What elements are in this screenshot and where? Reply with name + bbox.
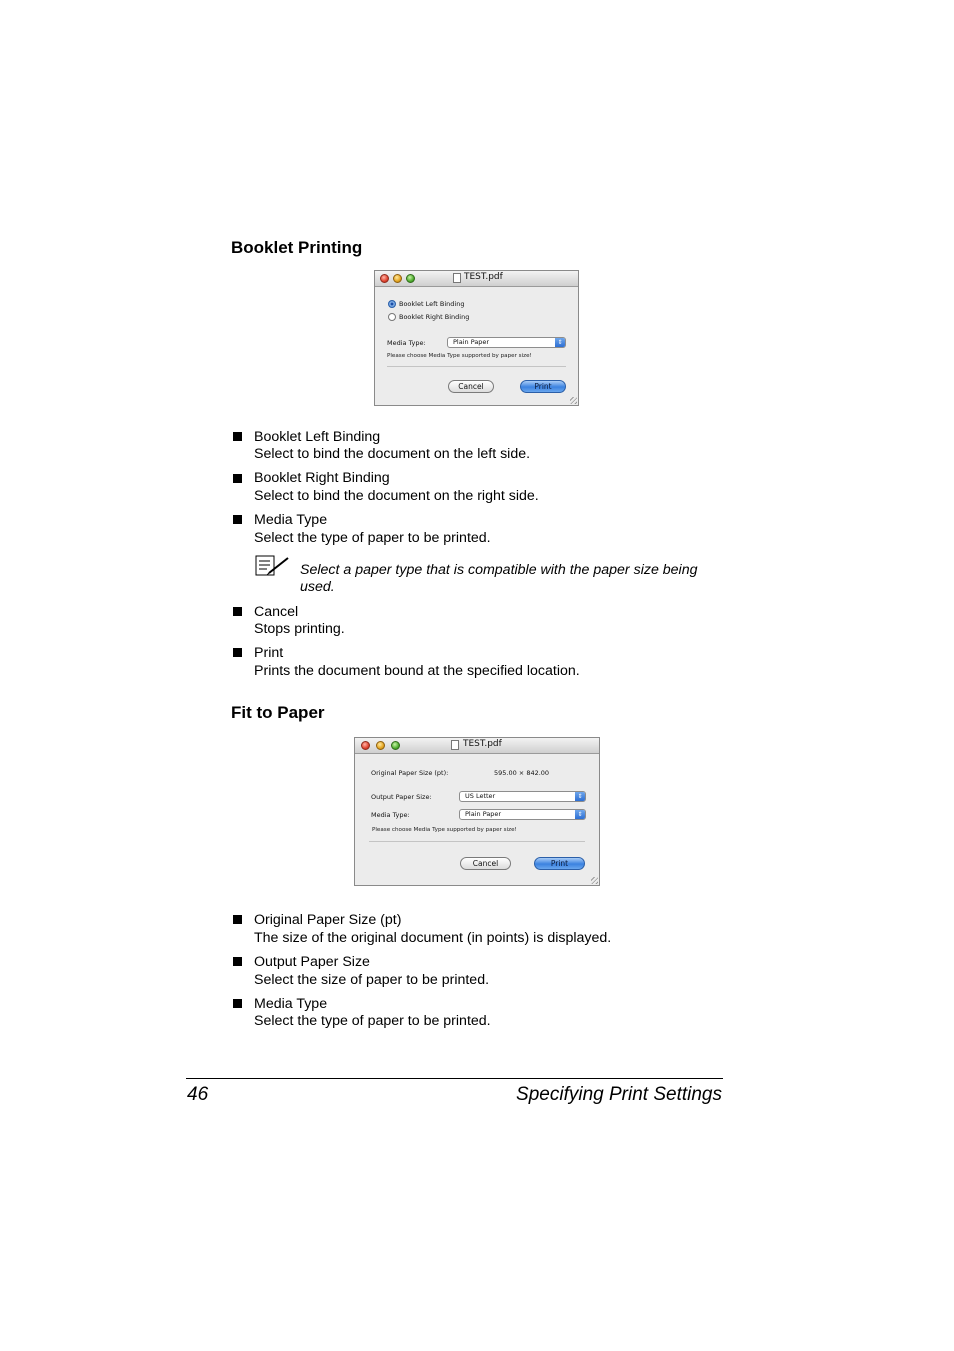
item-media-type-desc: Select the type of paper to be printed. — [254, 1013, 491, 1029]
resize-grip-icon — [591, 877, 598, 884]
media-type-hint: Please choose Media Type supported by paper size! — [372, 827, 517, 833]
output-paper-size-select — [459, 791, 586, 802]
item-cancel-title: Cancel — [254, 604, 299, 620]
item-original-size-title: Original Paper Size (pt) — [254, 912, 402, 928]
select-arrows-icon: ⇕ — [555, 338, 565, 347]
zoom-window-icon — [406, 274, 415, 283]
media-type-label: Media Type: — [387, 339, 426, 347]
bullet-icon — [233, 957, 242, 966]
dialog-titlebar — [375, 271, 578, 287]
fit-to-paper-dialog-screenshot — [354, 737, 600, 886]
bullet-icon — [233, 607, 242, 616]
pdf-document-icon — [451, 740, 459, 750]
minimize-window-icon — [393, 274, 402, 283]
chapter-title: Specifying Print Settings — [516, 1084, 722, 1105]
note-text-line2: used. — [300, 579, 335, 595]
dialog-separator — [387, 366, 566, 367]
output-paper-size-value: US Letter — [465, 792, 496, 800]
bullet-icon — [233, 432, 242, 441]
dialog-separator — [369, 841, 585, 842]
dialog-title: TEST.pdf — [463, 739, 502, 749]
close-window-icon — [361, 741, 370, 750]
output-paper-size-label: Output Paper Size: — [371, 793, 432, 801]
item-print-title: Print — [254, 645, 284, 661]
item-cancel-desc: Stops printing. — [254, 621, 345, 637]
item-output-size-desc: Select the size of paper to be printed. — [254, 972, 490, 988]
close-window-icon — [380, 274, 389, 283]
item-original-size-desc: The size of the original document (in points) is displayed. — [254, 930, 612, 946]
bullet-icon — [233, 474, 242, 483]
zoom-window-icon — [391, 741, 400, 750]
booklet-left-binding-label: Booklet Left Binding — [399, 300, 465, 308]
media-type-value: Plain Paper — [453, 338, 490, 346]
dialog-titlebar — [355, 738, 599, 754]
select-arrows-icon: ⇕ — [575, 810, 585, 819]
page-number: 46 — [187, 1084, 209, 1105]
cancel-button: Cancel — [460, 857, 511, 870]
media-type-label: Media Type: — [371, 811, 410, 819]
item-booklet-right-desc: Select to bind the document on the right side. — [254, 488, 539, 504]
booklet-right-binding-radio — [388, 313, 396, 321]
media-type-select — [459, 809, 586, 820]
footer-rule — [186, 1078, 723, 1079]
bullet-icon — [233, 915, 242, 924]
item-media-type-title: Media Type — [254, 996, 328, 1012]
item-media-type-title: Media Type — [254, 512, 328, 528]
media-type-hint: Please choose Media Type supported by paper size! — [387, 353, 532, 359]
item-print-desc: Prints the document bound at the specified location. — [254, 663, 580, 679]
minimize-window-icon — [376, 741, 385, 750]
note-text-line1: Select a paper type that is compatible with the paper size being — [300, 562, 698, 578]
pdf-document-icon — [453, 273, 461, 283]
bullet-icon — [233, 999, 242, 1008]
print-button: Print — [534, 857, 585, 870]
media-type-value: Plain Paper — [465, 810, 502, 818]
item-output-size-title: Output Paper Size — [254, 954, 370, 970]
item-booklet-right-title: Booklet Right Binding — [254, 470, 390, 486]
bullet-icon — [233, 515, 242, 524]
dialog-title: TEST.pdf — [464, 272, 503, 282]
select-arrows-icon: ⇕ — [575, 792, 585, 801]
print-button: Print — [520, 380, 566, 393]
item-booklet-left-title: Booklet Left Binding — [254, 429, 381, 445]
item-booklet-left-desc: Select to bind the document on the left side. — [254, 446, 531, 462]
resize-grip-icon — [570, 397, 577, 404]
cancel-button: Cancel — [448, 380, 494, 393]
original-paper-size-label: Original Paper Size (pt): — [371, 769, 449, 777]
bullet-icon — [233, 648, 242, 657]
original-paper-size-value: 595.00 × 842.00 — [494, 769, 550, 777]
booklet-left-binding-radio — [388, 300, 396, 308]
booklet-printing-heading: Booklet Printing — [231, 238, 363, 257]
media-type-select — [447, 337, 566, 348]
booklet-right-binding-label: Booklet Right Binding — [399, 313, 470, 321]
item-media-type-desc: Select the type of paper to be printed. — [254, 530, 491, 546]
note-pencil-icon — [255, 555, 291, 577]
fit-to-paper-heading: Fit to Paper — [231, 703, 325, 722]
booklet-dialog-screenshot — [374, 270, 579, 406]
